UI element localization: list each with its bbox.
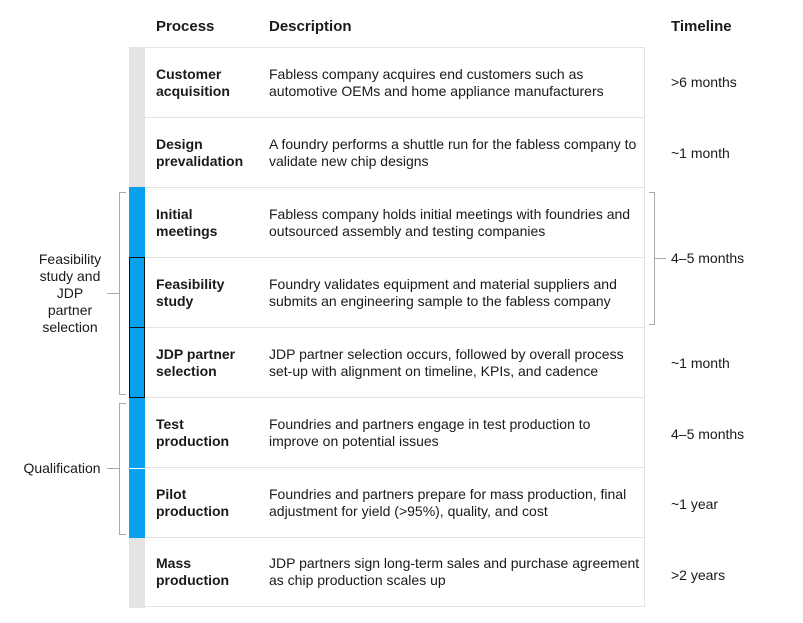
process-description: A foundry performs a shuttle run for the fabless company to validate new chip designs bbox=[269, 135, 637, 169]
process-table bbox=[145, 47, 645, 607]
group-label-feasibility: Feasibility study and JDP partner selection bbox=[38, 251, 102, 335]
timeline-value: ~1 month bbox=[671, 145, 730, 161]
process-description: Foundries and partners prepare for mass production, final adjustment for yield (>95%), quality, and cost bbox=[269, 485, 627, 519]
process-description: JDP partner selection occurs, followed by overall process set-up with alignment on timeline, KPIs, and cadence bbox=[269, 345, 624, 379]
table-row bbox=[145, 397, 645, 467]
group-bracket-feasibility bbox=[119, 192, 126, 395]
table-row bbox=[145, 257, 645, 327]
stage-bar-blue bbox=[129, 469, 145, 538]
timeline-value: >2 years bbox=[671, 567, 726, 583]
timeline-value: 4–5 months bbox=[671, 426, 745, 442]
header-process: Process bbox=[156, 18, 215, 35]
header-timeline: Timeline bbox=[671, 18, 732, 35]
process-name: JDP partner selection bbox=[156, 345, 236, 379]
process-name: Pilot production bbox=[156, 485, 230, 519]
stage-bar-gray bbox=[129, 47, 145, 187]
table-row bbox=[145, 327, 645, 397]
table-row bbox=[145, 47, 645, 117]
group-bracket-qualification bbox=[119, 403, 126, 535]
process-name: Feasibility study bbox=[156, 275, 225, 309]
process-description: Foundries and partners engage in test production to improve on potential issues bbox=[269, 415, 591, 449]
table-row bbox=[145, 117, 645, 187]
stage-bar-outlined bbox=[129, 257, 145, 328]
table-row bbox=[145, 537, 645, 607]
table-row bbox=[145, 467, 645, 537]
timeline-value: ~1 year bbox=[671, 496, 719, 512]
process-name: Design prevalidation bbox=[156, 135, 244, 169]
stage-bar-outlined bbox=[129, 327, 145, 398]
group-label-qualification: Qualification bbox=[23, 460, 101, 476]
process-name: Test production bbox=[156, 415, 230, 449]
process-description: Foundry validates equipment and material suppliers and submits an engineering sample to the fabless company bbox=[269, 275, 617, 309]
header-description: Description bbox=[269, 18, 352, 35]
stage-bar-blue bbox=[129, 398, 145, 468]
process-name: Customer acquisition bbox=[156, 65, 230, 99]
process-description: Fabless company acquires end customers such as automotive OEMs and home appliance manufacturers bbox=[269, 65, 604, 99]
timeline-value: 4–5 months bbox=[671, 250, 745, 266]
process-description: JDP partners sign long-term sales and purchase agreement as chip production scales up bbox=[269, 555, 640, 588]
process-name: Initial meetings bbox=[156, 205, 218, 239]
timeline-bracket-tick bbox=[654, 258, 666, 259]
timeline-value: ~1 month bbox=[671, 355, 730, 371]
table-row bbox=[145, 187, 645, 257]
stage-bar-gray bbox=[129, 538, 145, 608]
process-name: Mass production bbox=[156, 555, 230, 588]
stage-bar-blue bbox=[129, 187, 145, 257]
timeline-value: >6 months bbox=[671, 74, 737, 90]
process-description: Fabless company holds initial meetings with foundries and outsourced assembly and testing companies bbox=[269, 205, 631, 239]
